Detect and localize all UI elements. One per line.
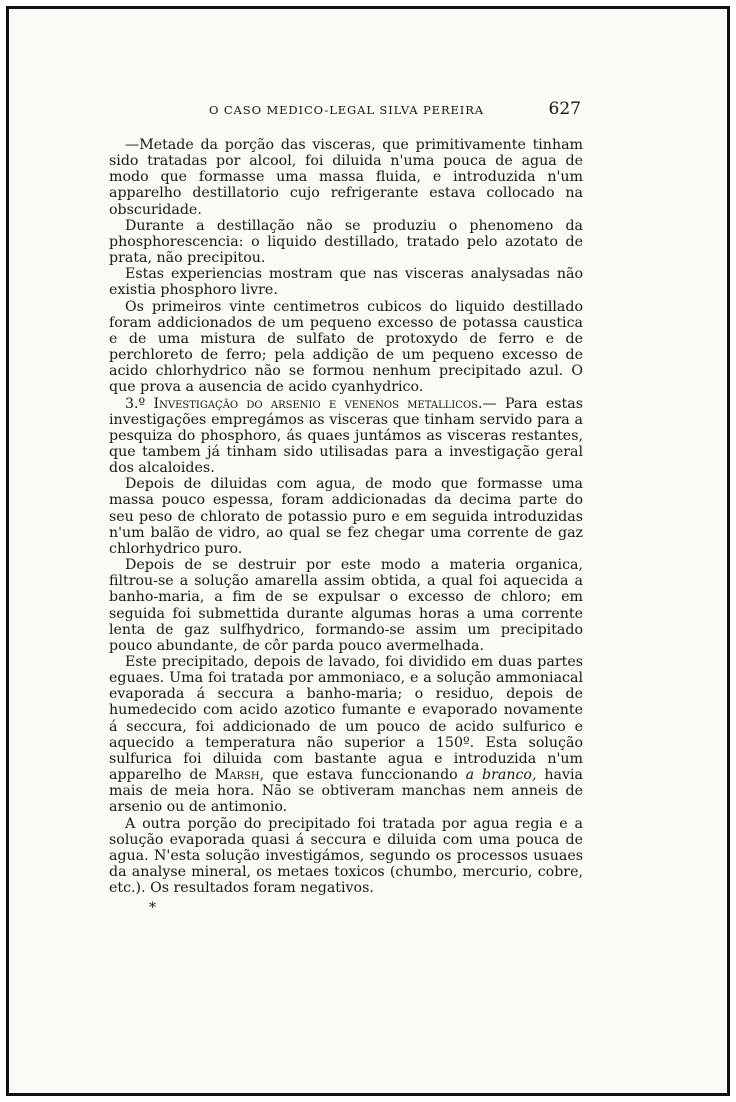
section-number: 3.º (125, 395, 146, 412)
paragraph: A outra porção do precipitado foi tratada por agua regia e a solução evaporada quasi á seccura e diluida com uma pouca de agua. N'esta solução investigámos, segundo os processos usuaes da analyse mineral, os metaes toxicos (chumbo, mercurio, cobre, etc.). Os resultados foram negativos. (109, 815, 583, 897)
paragraph-text: Este precipitado, depois de lavado, foi dividido em duas partes eguaes. Uma foi tratada por ammoniaco, e a solução ammoniacal evaporada á seccura a banho-maria; o residuo, depois de humedecido com acido azotico fumante e evaporado novamente á seccura, foi addicionado de um pouco de acido sulfurico e aquecido a temperatura não superior a 150º. Esta solução sulfurica foi diluida com bastante agua e introduzida n'um apparelho de (109, 654, 583, 784)
footer-mark: * (149, 900, 156, 917)
paragraph (109, 654, 583, 816)
paragraph: —Metade da porção das visceras, que primitivamente tinham sido tratadas por alcool, foi diluida n'uma pouca de agua de modo que formasse uma massa fluida, e introduzida n'um apparelho destillatorio cujo refrigerante estava collocado na obscuridade. (109, 137, 583, 218)
paragraph-text: , que estava funccionando (259, 767, 458, 784)
running-title: O CASO MEDICO-LEGAL SILVA PEREIRA (209, 103, 485, 117)
paragraph: Depois de diluidas com agua, de modo que formasse uma massa pouco espessa, foram addicionadas da decima parte do seu peso de chlorato de potassio puro e em seguida introduzidas n'um balão de vidro, ao qual se fez chegar uma corrente de gaz chlorhydrico puro. (109, 476, 583, 557)
paragraph: Durante a destillação não se produziu o phenomeno da phosphorescencia: o liquido destillado, tratado pelo azotato de prata, não precipitou. (109, 217, 583, 267)
paragraph: Estas experiencias mostram que nas visceras analysadas não existia phosphoro livre. (109, 266, 583, 299)
book-page (6, 6, 730, 1096)
italic-phrase: a branco, (465, 767, 537, 784)
page-body (109, 137, 583, 917)
page-number: 627 (548, 99, 581, 119)
section-text: — Para estas investigações empregámos as visceras que tinham servido para a pesquiza do phosphoro, ás quaes juntámos as visceras restantes, que tambem já tinham sido utilisadas para a investigação geral dos alcaloides. (109, 395, 583, 477)
section-heading: Investigação do arsenio e venenos metallicos. (153, 395, 483, 412)
section-paragraph (109, 396, 583, 477)
paragraph: Depois de se destruir por este modo a materia organica, filtrou-se a solução amarella assim obtida, a qual foi aquecida a banho-maria, a fim de se expulsar o excesso de chloro; em seguida foi submettida durante algumas horas a uma corrente lenta de gaz sulfhydrico, formando-se assim um precipitado pouco abundante, de côr parda pouco avermelhada. (109, 557, 583, 654)
paragraph: Os primeiros vinte centimetros cubicos do liquido destillado foram addicionados de um pequeno excesso de potassa caustica e de uma mistura de sulfato de protoxydo de ferro e de perchloreto de ferro; pela addição de um pequeno excesso de acido chlorhydrico não se formou nenhum precipitado azul. O que prova a ausencia de acido cyanhydrico. (109, 298, 583, 396)
paragraph-text: havia mais de meia hora. Não se obtiveram manchas nem anneis de arsenio ou de antimonio. (109, 767, 583, 816)
person-name: Marsh (214, 767, 260, 784)
